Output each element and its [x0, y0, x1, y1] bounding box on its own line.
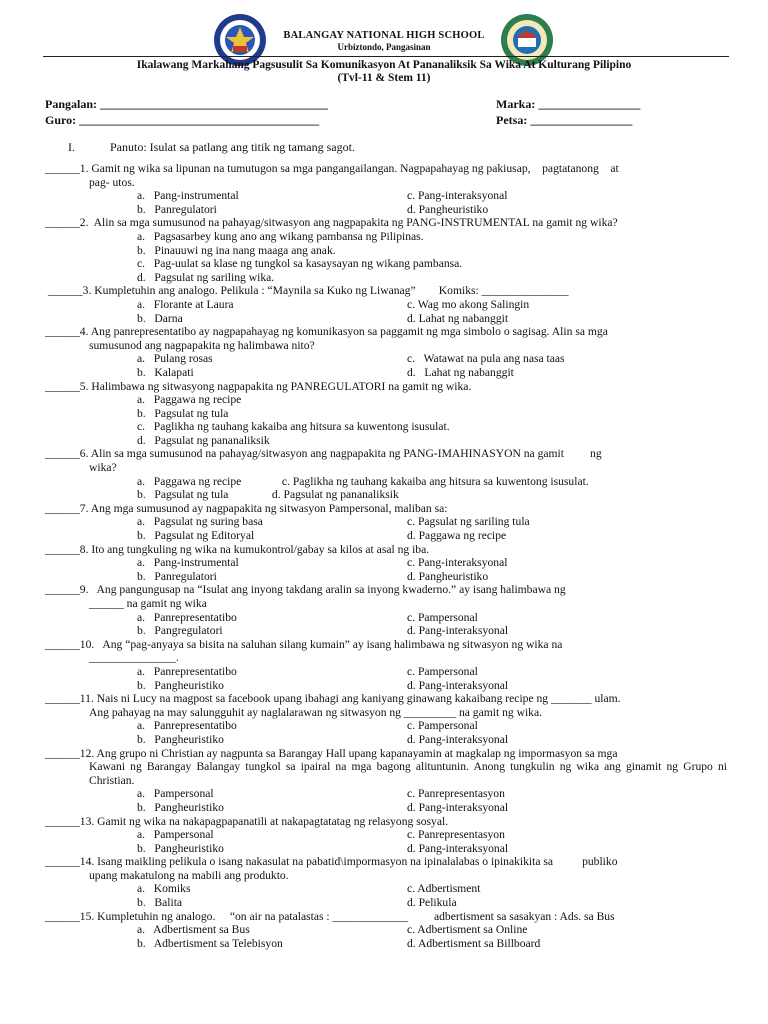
question-item: [45, 216, 727, 284]
answer-option[interactable]: a. Panrepresentatibo: [137, 610, 237, 624]
answer-option[interactable]: a. Pagsasarbey kung ano ang wikang pambansa ng Pilipinas.: [137, 229, 424, 243]
question-item: [45, 162, 727, 216]
answer-option[interactable]: b. Pangheuristiko: [137, 678, 224, 692]
answer-option[interactable]: a. Paggawa ng recipe c. Paglikha ng tauhang kakaiba ang hitsura sa kuwentong isusulat.: [137, 474, 589, 488]
answer-options: [45, 230, 727, 284]
exam-title-block: [0, 59, 768, 85]
question-item: [45, 325, 727, 379]
answer-options: [45, 298, 727, 325]
answer-option[interactable]: c. Panrepresentasyon: [407, 828, 505, 842]
question-item: [45, 380, 727, 448]
answer-option[interactable]: b. Panregulatori: [137, 202, 217, 216]
date-field[interactable]: Petsa: _________________: [496, 113, 633, 127]
answer-option[interactable]: b. Darna: [137, 311, 183, 325]
answer-option[interactable]: d. Pang-interaksyonal: [407, 800, 509, 814]
question-item: [45, 543, 727, 584]
answer-options: [45, 475, 727, 502]
directions-text: Panuto: Isulat sa patlang ang titik ng tamang sagot.: [110, 140, 355, 154]
exam-subtitle: (Tvl-11 & Stem 11): [337, 72, 431, 84]
question-item: [45, 583, 727, 637]
answer-option[interactable]: b. Panregulatori: [137, 569, 217, 583]
answer-option[interactable]: b. Pangheuristiko: [137, 732, 224, 746]
question-item: [45, 638, 727, 692]
question-stem: [45, 855, 727, 882]
question-text: ______15. Kumpletuhin ng analogo. “on air na patalastas : _____________ adbertisment sa sasakyan : Ads. sa Bus: [45, 909, 615, 923]
question-item: [45, 747, 727, 815]
question-continuation: Kawani ng Barangay Balangay tungkol sa ipairal na mga bagong alituntunin. Anong tungkulin ng wika ang ginamit ng Grupo ni Christian.: [89, 760, 727, 787]
question-text: ______6. Alin sa mga sumusunod na pahayag/sitwasyon ang nagpapakita ng PANG-IMAHINASYON na gamit ng: [45, 447, 602, 461]
answer-option[interactable]: d. Pang-interaksyonal: [407, 732, 509, 746]
question-text: ______7. Ang mga sumusunod ay nagpapakita ng sitwasyon Pampersonal, maliban sa:: [45, 501, 448, 515]
answer-option[interactable]: c. Paglikha ng tauhang kakaiba ang hitsura sa kuwentong isusulat.: [137, 420, 450, 434]
answer-option[interactable]: b. Pangheuristiko: [137, 841, 224, 855]
answer-option[interactable]: c. Pampersonal: [407, 610, 478, 624]
answer-option[interactable]: d. Pang-interaksyonal: [407, 678, 509, 692]
answer-option[interactable]: a. Pulang rosas: [137, 352, 213, 366]
question-text: ______5. Halimbawa ng sitwasyong nagpapakita ng PANREGULATORI na gamit ng wika.: [45, 379, 472, 393]
answer-option[interactable]: d. Pangheuristiko: [407, 202, 489, 216]
answer-options: [45, 352, 727, 379]
question-text: ______8. Ito ang tungkuling ng wika na kumukontrol/gabay sa kilos at asal ng iba.: [45, 542, 430, 556]
answer-option[interactable]: a. Pang-instrumental: [137, 189, 239, 203]
answer-option[interactable]: c. Pampersonal: [407, 719, 478, 733]
school-address: Urbiztondo, Pangasinan: [337, 42, 431, 52]
answer-option[interactable]: b. Adbertisment sa Telebisyon: [137, 936, 283, 950]
question-text: ______9. Ang pangungusap na “Isulat ang inyong takdang aralin sa inyong kwaderno.” ay isang halimbawa ng: [45, 583, 566, 597]
answer-options: [45, 923, 727, 950]
answer-option[interactable]: c. Adbertisment: [407, 882, 481, 896]
answer-options: [45, 719, 727, 746]
question-stem: [45, 325, 727, 352]
answer-option[interactable]: b. Pangregulatori: [137, 624, 223, 638]
question-text: ______10. Ang “pag-anyaya sa bisita na saluhan silang kumain” ay isang halimbawa ng sitwasyon ng wika na: [45, 637, 563, 651]
answer-option[interactable]: a. Paggawa ng recipe: [137, 393, 242, 407]
question-stem: [45, 502, 727, 516]
answer-option[interactable]: b. Pagsulat ng tula d. Pagsulat ng pananaliksik: [137, 488, 399, 502]
answer-option[interactable]: c. Watawat na pula ang nasa taas: [407, 352, 565, 366]
directions: [68, 140, 355, 155]
answer-option[interactable]: c. Pang-interaksyonal: [407, 556, 508, 570]
answer-option[interactable]: b. Pinauuwi ng ina nang maaga ang anak.: [137, 243, 336, 257]
question-continuation: _______________.: [89, 651, 179, 665]
question-text: ______4. Ang panrepresentatibo ay nagpapahayag ng komunikasyon sa paggamit ng mga simbolo o sagisag. Alin sa mga: [45, 325, 608, 339]
question-stem: [45, 747, 727, 788]
question-continuation: upang makatulong na mabili ang produkto.: [89, 868, 289, 882]
answer-option[interactable]: d. Pangheuristiko: [407, 569, 489, 583]
answer-option[interactable]: a. Panrepresentatibo: [137, 719, 237, 733]
answer-options: [45, 665, 727, 692]
question-item: [45, 855, 727, 909]
question-text: ______1. Gamit ng wika sa lipunan na tumutugon sa mga pangangailangan. Nagpapahayag ng pakiusap, pagtatanong at: [45, 162, 619, 175]
question-stem: [45, 284, 727, 298]
question-item: [45, 815, 727, 856]
exam-title: Ikalawang Markahang Pagsusulit Sa Komunikasyon At Pananaliksik Sa Wika At Kulturang Pilipino: [136, 59, 632, 71]
answer-option[interactable]: c. Wag mo akong Salingin: [407, 297, 530, 311]
answer-option[interactable]: d. Pagsulat ng sariling wika.: [137, 270, 275, 284]
answer-option[interactable]: b. Balita: [137, 896, 183, 910]
answer-option[interactable]: c. Pag-uulat sa klase ng tungkol sa kasaysayan ng wikang pambansa.: [137, 257, 463, 271]
answer-options: [45, 787, 727, 814]
answer-option[interactable]: a. Pang-instrumental: [137, 556, 239, 570]
answer-option[interactable]: d. Pagsulat ng pananaliksik: [137, 433, 270, 447]
question-continuation: Ang pahayag na may salungguhit ay naglalarawan ng sitwasyon ng _________ na gamit ng wika.: [89, 705, 543, 719]
question-stem: [45, 380, 727, 394]
question-item: [45, 447, 727, 501]
answer-option[interactable]: d. Pang-interaksyonal: [407, 841, 509, 855]
answer-option[interactable]: a. Florante at Laura: [137, 297, 234, 311]
question-continuation: wika?: [89, 461, 117, 475]
answer-options: [45, 189, 727, 216]
question-text: ______13. Gamit ng wika na nakapagpapanatili at nakapagtatatag ng relasyong sosyal.: [45, 814, 449, 828]
question-text: ______3. Kumpletuhin ang analogo. Pelikula : “Maynila sa Kuko ng Liwanag” Komiks: _______________: [45, 284, 569, 298]
answer-options: [45, 828, 727, 855]
section-numeral: I.: [68, 140, 75, 154]
name-field[interactable]: Pangalan: ______________________________________: [45, 97, 329, 111]
question-text: ______2. Alin sa mga sumusunod na pahayag/sitwasyon ang nagpapakita ng PANG-INSTRUMENTAL na gamit ng wika?: [45, 216, 618, 230]
question-stem: [45, 447, 727, 474]
answer-option[interactable]: a. Komiks: [137, 882, 191, 896]
question-list: [45, 162, 727, 950]
question-continuation: pag- utos.: [89, 175, 135, 189]
question-item: [45, 910, 727, 951]
answer-option[interactable]: d. Paggawa ng recipe: [407, 529, 507, 543]
question-stem: [45, 216, 727, 230]
answer-options: [45, 611, 727, 638]
answer-options: [45, 515, 727, 542]
answer-option[interactable]: b. Pagsulat ng tula: [137, 406, 229, 420]
header-divider: [43, 56, 729, 57]
answer-option[interactable]: a. Panrepresentatibo: [137, 664, 237, 678]
answer-options: [45, 556, 727, 583]
question-item: [45, 692, 727, 746]
answer-option[interactable]: d. Lahat ng nabanggit: [407, 311, 509, 325]
answer-option[interactable]: b. Pangheuristiko: [137, 800, 224, 814]
score-field[interactable]: Marka: _________________: [496, 97, 641, 111]
answer-option[interactable]: c. Panrepresentasyon: [407, 787, 505, 801]
question-continuation: ______ na gamit ng wika: [89, 597, 207, 610]
answer-option[interactable]: c. Pang-interaksyonal: [407, 189, 508, 203]
question-continuation: sumusunod ang nagpapakita ng halimbawa nito?: [89, 338, 315, 352]
question-stem: [45, 162, 727, 189]
teacher-field[interactable]: Guro: ________________________________________: [45, 113, 320, 127]
question-text: ______14. Isang maikling pelikula o isang nakasulat na pabatid\impormasyon na ipinalalabas o ipinakikita sa publiko: [45, 855, 618, 869]
answer-option[interactable]: d. Lahat ng nabanggit: [407, 365, 514, 379]
answer-option[interactable]: c. Pampersonal: [407, 664, 478, 678]
answer-option[interactable]: a. Pagsulat ng suring basa: [137, 515, 263, 529]
answer-option[interactable]: c. Adbertisment sa Online: [407, 923, 528, 937]
question-stem: [45, 583, 727, 610]
question-item: [45, 284, 727, 325]
school-header: [0, 30, 768, 52]
school-name: BALANGAY NATIONAL HIGH SCHOOL: [283, 30, 485, 41]
answer-option[interactable]: b. Pagsulat ng Editoryal: [137, 529, 255, 543]
question-text: ______12. Ang grupo ni Christian ay nagpunta sa Barangay Hall upang kapanayamin at magkalap ng impormasyon sa mga: [45, 746, 618, 760]
question-text: ______11. Nais ni Lucy na magpost sa facebook upang ibahagi ang kaniyang ginawang kakaibang recipe ng _______ ulam.: [45, 692, 621, 706]
question-stem: [45, 692, 727, 719]
question-stem: [45, 543, 727, 557]
answer-option[interactable]: a. Pampersonal: [137, 787, 214, 801]
answer-options: [45, 882, 727, 909]
answer-option[interactable]: d. Adbertisment sa Billboard: [407, 936, 541, 950]
question-stem: [45, 815, 727, 829]
question-item: [45, 502, 727, 543]
answer-option[interactable]: c. Pagsulat ng sariling tula: [407, 515, 530, 529]
answer-option[interactable]: b. Kalapati: [137, 365, 194, 379]
answer-options: [45, 393, 727, 447]
answer-option[interactable]: a. Pampersonal: [137, 828, 214, 842]
answer-option[interactable]: d. Pelikula: [407, 896, 457, 910]
answer-option[interactable]: a. Adbertisment sa Bus: [137, 923, 250, 937]
answer-option[interactable]: d. Pang-interaksyonal: [407, 624, 509, 638]
question-stem: [45, 638, 727, 665]
question-stem: [45, 910, 727, 924]
